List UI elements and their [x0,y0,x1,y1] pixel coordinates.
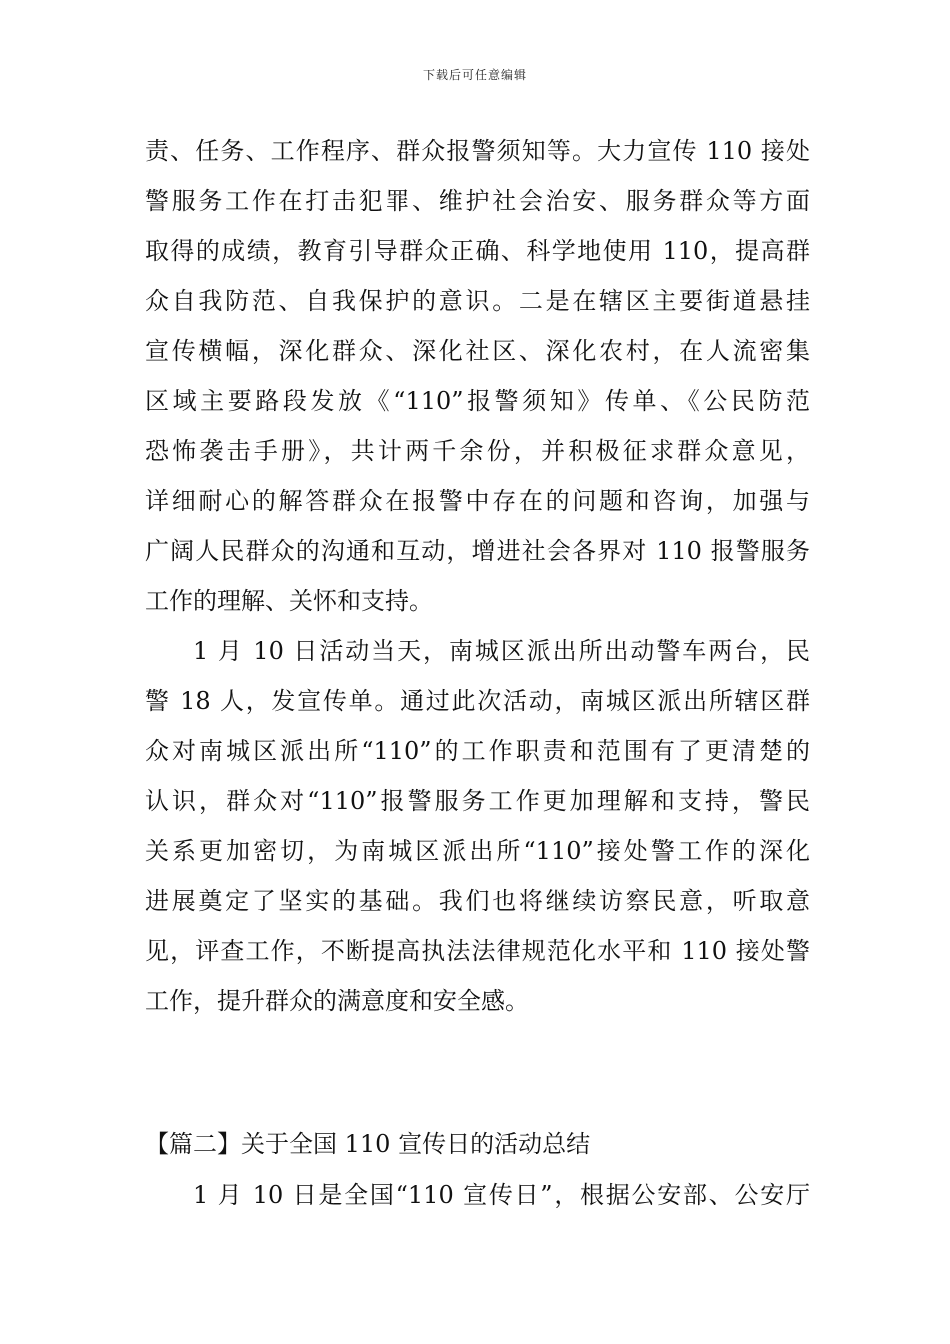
paragraph2-line: 关系更加密切，为南城区派出所“110”接处警工作的深化 [145,837,810,865]
paragraph1-line: 工作的理解、关怀和支持。 [145,587,433,615]
paragraph1-line: 恐怖袭击手册》，共计两千余份，并积极征求群众意见， [145,437,810,465]
paragraph1-line: 广阔人民群众的沟通和互动，增进社会各界对 110 报警服务 [145,537,810,565]
paragraph2-line: 众对南城区派出所“110”的工作职责和范围有了更清楚的 [145,737,810,765]
section2-first-line: 1 月 10 日是全国“110 宣传日”，根据公安部、公安厅 [193,1181,810,1209]
paragraph1-line: 取得的成绩，教育引导群众正确、科学地使用 110，提高群 [145,237,810,265]
page-header: 下载后可任意编辑 [422,68,527,82]
paragraph1-line: 区域主要路段发放《“110”报警须知》传单、《公民防范 [145,387,810,415]
paragraph2-line: 进展奠定了坚实的基础。我们也将继续访察民意，听取意 [145,887,810,915]
paragraph2-line: 见，评查工作，不断提高执法法律规范化水平和 110 接处警 [145,937,810,965]
paragraph1-line: 宣传横幅，深化群众、深化社区、深化农村，在人流密集 [145,337,810,365]
paragraph2-line: 工作，提升群众的满意度和安全感。 [145,987,529,1015]
paragraph1-line: 详细耐心的解答群众在报警中存在的问题和咨询，加强与 [145,487,810,515]
paragraph1-line: 责、任务、工作程序、群众报警须知等。大力宣传 110 接处 [145,137,810,165]
paragraph1-line: 众自我防范、自我保护的意识。二是在辖区主要街道悬挂 [145,287,810,315]
paragraph2-line: 1 月 10 日活动当天，南城区派出所出动警车两台，民 [193,637,810,665]
section-heading: 【篇二】关于全国 110 宣传日的活动总结 [145,1130,591,1158]
paragraph1-line: 警服务工作在打击犯罪、维护社会治安、服务群众等方面 [145,187,810,215]
paragraph2-line: 警 18 人，发宣传单。通过此次活动，南城区派出所辖区群 [145,687,810,715]
paragraph2-line: 认识，群众对“110”报警服务工作更加理解和支持，警民 [145,787,810,815]
